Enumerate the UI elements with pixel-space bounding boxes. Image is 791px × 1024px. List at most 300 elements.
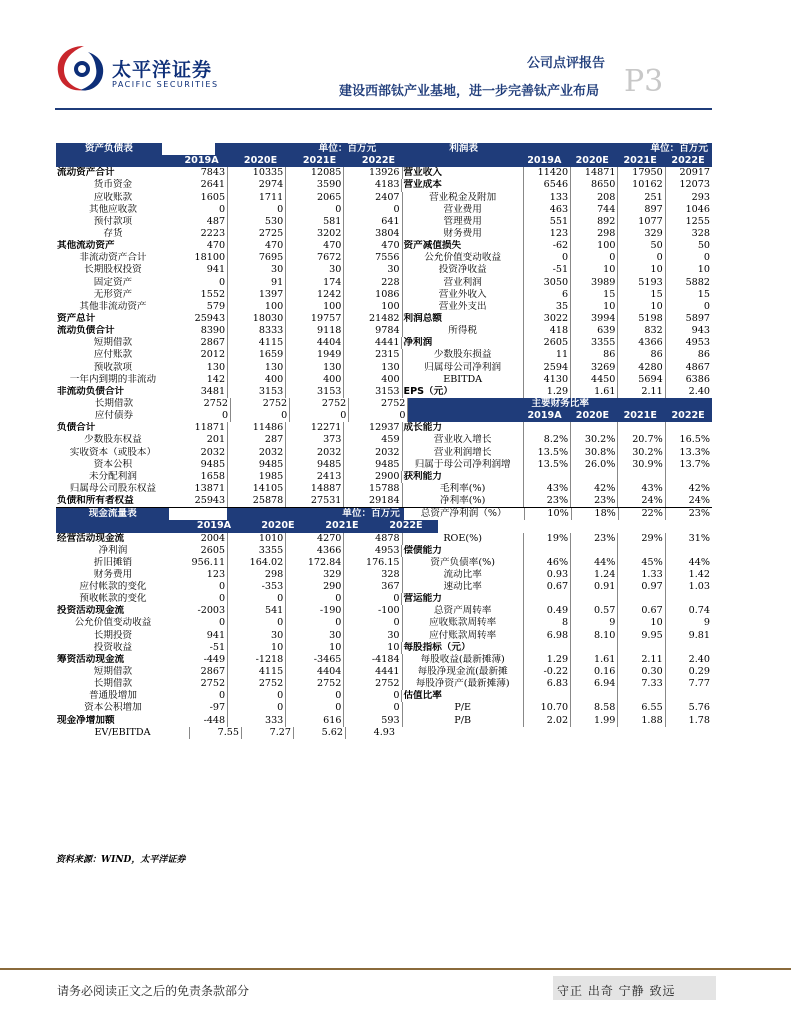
value-cell: 4115 xyxy=(228,337,286,349)
year-header: 2021E xyxy=(290,155,349,167)
value-cell: 2.40 xyxy=(665,386,712,398)
value-cell: 14887 xyxy=(286,483,344,495)
value-cell: 6.55 xyxy=(617,702,664,714)
value-cell: 7.33 xyxy=(617,678,664,690)
value-cell: 0 xyxy=(344,593,402,605)
value-cell: 25878 xyxy=(228,495,286,507)
row-label: 归属母公司股东权益 xyxy=(69,482,157,494)
value-cell: 551 xyxy=(523,216,570,228)
table-row xyxy=(56,642,712,654)
value-cell: 4130 xyxy=(523,374,570,386)
value-cell: 6.94 xyxy=(570,678,617,690)
row-label: EV/EBITDA xyxy=(94,726,151,738)
value-cell: 892 xyxy=(570,216,617,228)
value-cell: 42% xyxy=(570,483,617,495)
table-row xyxy=(56,422,712,434)
value-cell: 13.7% xyxy=(665,459,712,471)
table-row xyxy=(56,507,712,520)
value-cell: 2752 xyxy=(170,678,228,690)
value-cell: 581 xyxy=(286,216,344,228)
row-label: 应收账款 xyxy=(93,191,133,203)
value-cell: 42% xyxy=(665,483,712,495)
value-cell: 832 xyxy=(617,325,664,337)
value-cell: 11420 xyxy=(523,167,570,179)
table-title: 现金流量表 xyxy=(56,508,169,520)
value-cell xyxy=(523,471,570,483)
value-cell: 329 xyxy=(286,569,344,581)
value-cell: 7.27 xyxy=(241,727,293,739)
value-cell: 0 xyxy=(344,690,402,702)
value-cell: 10 xyxy=(570,301,617,313)
value-cell: 2752 xyxy=(228,678,286,690)
year-header: 2021E xyxy=(616,155,664,167)
row-label: 估值比率 xyxy=(403,690,442,702)
value-cell: 26.0% xyxy=(570,459,617,471)
value-cell: 9784 xyxy=(344,325,402,337)
value-cell: 19757 xyxy=(286,313,344,325)
row-label: EPS（元） xyxy=(403,385,453,397)
value-cell xyxy=(617,690,664,702)
table-row xyxy=(56,192,712,204)
value-cell: 9485 xyxy=(170,459,228,471)
row-label: 毛利率(%) xyxy=(439,482,486,494)
value-cell: 29184 xyxy=(344,495,402,507)
value-cell: 43% xyxy=(523,483,570,495)
row-label: 应付账款周转率 xyxy=(429,629,497,641)
value-cell: 130 xyxy=(170,362,228,374)
value-cell: 2752 xyxy=(286,678,344,690)
row-label: 净利润 xyxy=(403,337,433,349)
row-label: 营业利润 xyxy=(443,276,482,288)
value-cell: 10162 xyxy=(617,179,664,191)
value-cell: 1949 xyxy=(286,349,344,361)
value-cell: 10.70 xyxy=(523,702,570,714)
value-cell: 44% xyxy=(665,557,712,569)
value-cell xyxy=(523,545,570,557)
year-header-row xyxy=(56,155,712,167)
year-header: 2019A xyxy=(182,520,246,532)
value-cell: 10 xyxy=(617,264,664,276)
value-cell xyxy=(570,471,617,483)
value-cell: 10% xyxy=(524,508,571,520)
value-cell: 0 xyxy=(228,617,286,629)
value-cell: -3465 xyxy=(286,654,344,666)
value-cell: 10 xyxy=(617,301,664,313)
value-cell: 228 xyxy=(344,277,402,289)
value-cell xyxy=(665,642,712,654)
value-cell: 14105 xyxy=(228,483,286,495)
row-label: 获利能力 xyxy=(403,470,442,482)
footer-disclaimer: 请务必阅读正文之后的免责条款部分 xyxy=(57,984,250,998)
header-divider xyxy=(55,108,712,110)
page-number: P3 xyxy=(624,64,664,99)
row-label: 流动资产合计 xyxy=(57,167,115,179)
value-cell: 2223 xyxy=(170,228,228,240)
value-cell: 12937 xyxy=(344,422,402,434)
table-row xyxy=(56,630,712,642)
value-cell xyxy=(570,690,617,702)
value-cell: 15 xyxy=(665,289,712,301)
table-row xyxy=(56,252,712,264)
value-cell: 5882 xyxy=(665,277,712,289)
header-spacer xyxy=(169,508,227,520)
value-cell: 9.81 xyxy=(665,630,712,642)
table-row xyxy=(56,204,712,216)
value-cell: 0 xyxy=(344,204,402,216)
value-cell: 6 xyxy=(523,289,570,301)
value-cell: 293 xyxy=(665,192,712,204)
value-cell: 1.29 xyxy=(523,386,570,398)
value-cell: 1077 xyxy=(617,216,664,228)
value-cell: 579 xyxy=(170,301,228,313)
table-row xyxy=(56,581,712,593)
value-cell: 8.58 xyxy=(570,702,617,714)
table-row xyxy=(56,337,712,349)
value-cell: 0 xyxy=(170,204,228,216)
value-cell: -2003 xyxy=(170,605,228,617)
value-cell: 3153 xyxy=(228,386,286,398)
value-cell: 941 xyxy=(170,264,228,276)
value-cell: 2004 xyxy=(170,533,228,545)
value-cell: 333 xyxy=(228,715,286,727)
report-title: 建设西部钛产业基地，进一步完善钛产业布局 xyxy=(339,84,600,99)
value-cell: 24% xyxy=(665,495,712,507)
value-cell xyxy=(617,642,664,654)
value-cell: 0 xyxy=(344,702,402,714)
row-label: 一年内到期的非流动 xyxy=(69,373,157,385)
row-label: 非流动负债合计 xyxy=(57,385,125,397)
value-cell: 0 xyxy=(170,617,228,629)
value-cell xyxy=(523,690,570,702)
row-label: 资产减值损失 xyxy=(403,240,462,252)
value-cell: 46% xyxy=(523,557,570,569)
row-label: 预付款项 xyxy=(93,215,133,227)
value-cell: 130 xyxy=(228,362,286,374)
value-cell xyxy=(523,422,570,434)
row-label: 营业税金及附加 xyxy=(429,191,497,203)
value-cell xyxy=(523,642,570,654)
table-row xyxy=(56,362,712,374)
value-cell: 2407 xyxy=(344,192,402,204)
value-cell: 0 xyxy=(349,410,408,422)
row-label: 应付债券 xyxy=(94,410,134,422)
value-cell: 18030 xyxy=(228,313,286,325)
row-label: 营运能力 xyxy=(403,593,442,605)
value-cell: 541 xyxy=(228,605,286,617)
value-cell: 1659 xyxy=(228,349,286,361)
value-cell: 9118 xyxy=(286,325,344,337)
value-cell: -353 xyxy=(228,581,286,593)
table-row xyxy=(56,143,712,155)
value-cell: 5198 xyxy=(617,313,664,325)
financial-tables xyxy=(56,143,712,739)
table-row xyxy=(56,569,712,581)
value-cell: 0 xyxy=(286,690,344,702)
value-cell: 5.76 xyxy=(665,702,712,714)
table-row xyxy=(56,483,712,495)
value-cell: 30.2% xyxy=(617,447,664,459)
table-row xyxy=(56,264,712,276)
row-label: 其他应收款 xyxy=(88,203,137,215)
value-cell: 3022 xyxy=(523,313,570,325)
value-cell: 0.57 xyxy=(570,605,617,617)
value-cell: 0 xyxy=(523,252,570,264)
table-row xyxy=(56,167,712,179)
value-cell: 2065 xyxy=(286,192,344,204)
value-cell xyxy=(665,593,712,605)
value-cell: 7695 xyxy=(228,252,286,264)
row-label: 归属于母公司净利润增 xyxy=(414,458,511,470)
value-cell: 956.11 xyxy=(170,557,228,569)
value-cell: 943 xyxy=(665,325,712,337)
value-cell: 251 xyxy=(617,192,664,204)
row-label: 负债和所有者权益 xyxy=(57,495,134,507)
value-cell: 11486 xyxy=(228,422,286,434)
value-cell: 418 xyxy=(523,325,570,337)
value-cell: 2594 xyxy=(523,362,570,374)
value-cell: 9 xyxy=(665,617,712,629)
year-header: 2021E xyxy=(616,410,664,422)
value-cell: 2.11 xyxy=(617,654,664,666)
year-header: 2019A xyxy=(172,155,231,167)
value-cell: 2413 xyxy=(286,471,344,483)
value-cell: 30 xyxy=(286,630,344,642)
value-cell: 400 xyxy=(344,374,402,386)
row-label: 营业收入增长 xyxy=(433,434,492,446)
value-cell: 0 xyxy=(228,702,286,714)
value-cell: 17950 xyxy=(617,167,664,179)
value-cell: 2752 xyxy=(344,678,402,690)
row-label: 营业外收入 xyxy=(438,288,487,300)
value-cell xyxy=(570,545,617,557)
value-cell: 4280 xyxy=(617,362,664,374)
value-cell: 4953 xyxy=(344,545,402,557)
row-label: 无形资产 xyxy=(93,288,133,300)
value-cell: 8.2% xyxy=(523,434,570,446)
value-cell: 0 xyxy=(570,252,617,264)
row-label: 每股指标（元） xyxy=(403,641,471,653)
value-cell: 12073 xyxy=(665,179,712,191)
value-cell: 298 xyxy=(570,228,617,240)
value-cell: 0 xyxy=(231,410,290,422)
row-label: 短期借款 xyxy=(93,337,133,349)
value-cell: 2752 xyxy=(290,398,349,410)
value-cell: 7672 xyxy=(286,252,344,264)
row-label: 公允价值变动收益 xyxy=(74,617,152,629)
value-cell: 25943 xyxy=(170,313,228,325)
row-label: 成长能力 xyxy=(403,422,442,434)
value-cell: 5694 xyxy=(617,374,664,386)
unit-label: 单位：百万元 xyxy=(227,508,404,520)
value-cell: 44% xyxy=(570,557,617,569)
value-cell: 0.97 xyxy=(617,581,664,593)
value-cell: 13871 xyxy=(170,483,228,495)
value-cell: 6.98 xyxy=(523,630,570,642)
value-cell: 4.93 xyxy=(345,727,397,739)
value-cell: 20.7% xyxy=(617,434,664,446)
value-cell: 4450 xyxy=(570,374,617,386)
row-label: 总资产净利润（%） xyxy=(420,508,507,520)
value-cell: 0 xyxy=(228,204,286,216)
value-cell: 1658 xyxy=(170,471,228,483)
value-cell: 3994 xyxy=(570,313,617,325)
value-cell: 86 xyxy=(617,349,664,361)
value-cell: 10335 xyxy=(228,167,286,179)
value-cell: 14871 xyxy=(570,167,617,179)
report-type: 公司点评报告 xyxy=(527,56,606,71)
value-cell: 530 xyxy=(228,216,286,228)
table-row xyxy=(56,593,712,605)
value-cell: 16.5% xyxy=(665,434,712,446)
value-cell: 4878 xyxy=(344,533,402,545)
value-cell: 328 xyxy=(344,569,402,581)
value-cell: 2725 xyxy=(228,228,286,240)
row-label: 折旧摊销 xyxy=(93,556,133,568)
row-label: 负债合计 xyxy=(57,422,96,434)
value-cell: 23% xyxy=(570,495,617,507)
value-cell: 10 xyxy=(286,642,344,654)
value-cell: 91 xyxy=(228,277,286,289)
value-cell: 639 xyxy=(570,325,617,337)
row-label: 货币资金 xyxy=(93,179,133,191)
table-row xyxy=(56,727,712,739)
value-cell: 3989 xyxy=(570,277,617,289)
value-cell: 13.3% xyxy=(665,447,712,459)
value-cell: 10 xyxy=(570,264,617,276)
row-label: 速动比率 xyxy=(443,581,482,593)
table-row xyxy=(56,617,712,629)
value-cell: 18% xyxy=(571,508,618,520)
value-cell: 0 xyxy=(290,410,349,422)
value-cell: 45% xyxy=(617,557,664,569)
value-cell: 2900 xyxy=(344,471,402,483)
value-cell: 1.61 xyxy=(570,654,617,666)
row-label: 长期投资 xyxy=(93,629,133,641)
table-title: 资产负债表 xyxy=(56,143,162,155)
value-cell: 4441 xyxy=(344,337,402,349)
year-header: 2020E xyxy=(569,410,617,422)
value-cell: 7843 xyxy=(170,167,228,179)
row-label: 财务费用 xyxy=(93,568,133,580)
row-label: ROE(%) xyxy=(443,532,483,544)
table-row xyxy=(56,605,712,617)
row-label: P/E xyxy=(454,702,472,714)
value-cell: 11871 xyxy=(170,422,228,434)
value-cell: 100 xyxy=(286,301,344,313)
logo-english-name: PACIFIC SECURITIES xyxy=(112,80,219,89)
row-label: EBITDA xyxy=(443,373,483,385)
value-cell: 23% xyxy=(570,533,617,545)
value-cell: 0.91 xyxy=(570,581,617,593)
value-cell: 30 xyxy=(228,264,286,276)
row-label: 应付帐款的变化 xyxy=(79,581,147,593)
value-cell: 2752 xyxy=(349,398,408,410)
value-cell: 130 xyxy=(344,362,402,374)
row-label: 资本公积 xyxy=(93,458,133,470)
table-row xyxy=(56,702,712,714)
row-label: 长期借款 xyxy=(93,678,133,690)
value-cell: 593 xyxy=(344,715,402,727)
value-cell: 4270 xyxy=(286,533,344,545)
value-cell: 10 xyxy=(665,264,712,276)
value-cell: 31% xyxy=(665,533,712,545)
year-header: 2022E xyxy=(374,520,438,532)
value-cell: 298 xyxy=(228,569,286,581)
value-cell: 2752 xyxy=(172,398,231,410)
value-cell: 0 xyxy=(170,593,228,605)
value-cell: 1.24 xyxy=(570,569,617,581)
value-cell: 30 xyxy=(228,630,286,642)
row-label: 总资产周转率 xyxy=(433,605,492,617)
value-cell: 2605 xyxy=(170,545,228,557)
value-cell: 9 xyxy=(570,617,617,629)
value-cell: 100 xyxy=(344,301,402,313)
value-cell: 1046 xyxy=(665,204,712,216)
value-cell: 3269 xyxy=(570,362,617,374)
value-cell: 8 xyxy=(523,617,570,629)
source-note: 资料来源：WIND，太平洋证券 xyxy=(56,855,186,865)
value-cell: 1.99 xyxy=(570,715,617,727)
value-cell: 2641 xyxy=(170,179,228,191)
header-spacer xyxy=(56,155,172,167)
value-cell: 3355 xyxy=(228,545,286,557)
value-cell: 8333 xyxy=(228,325,286,337)
row-label: 营业外支出 xyxy=(438,300,487,312)
value-cell: 2605 xyxy=(523,337,570,349)
value-cell: 0 xyxy=(228,593,286,605)
value-cell xyxy=(523,593,570,605)
value-cell: 4366 xyxy=(286,545,344,557)
row-label: 偿债能力 xyxy=(403,544,442,556)
table-row xyxy=(56,533,712,545)
value-cell: 5193 xyxy=(617,277,664,289)
row-label: 每股收益(最新摊薄) xyxy=(420,653,505,665)
logo-chinese-name: 太平洋证券 xyxy=(112,59,213,81)
value-cell: 27531 xyxy=(286,495,344,507)
value-cell: 4867 xyxy=(665,362,712,374)
value-cell: -1218 xyxy=(228,654,286,666)
year-header: 2022E xyxy=(349,155,408,167)
row-label: 营业利润增长 xyxy=(433,446,492,458)
value-cell: 1.29 xyxy=(523,654,570,666)
year-header: 2019A xyxy=(521,410,569,422)
row-label: 财务费用 xyxy=(443,227,482,239)
value-cell: 30 xyxy=(344,630,402,642)
value-cell: 130 xyxy=(286,362,344,374)
value-cell: 164.02 xyxy=(228,557,286,569)
value-cell: 0 xyxy=(172,410,231,422)
value-cell: 290 xyxy=(286,581,344,593)
value-cell: 328 xyxy=(665,228,712,240)
value-cell xyxy=(665,690,712,702)
value-cell: 1.03 xyxy=(665,581,712,593)
value-cell: 7.55 xyxy=(189,727,241,739)
value-cell: 10 xyxy=(228,642,286,654)
value-cell: 2867 xyxy=(170,337,228,349)
value-cell: 0 xyxy=(344,617,402,629)
value-cell: 13.5% xyxy=(523,459,570,471)
row-label: 管理费用 xyxy=(443,215,482,227)
row-label: 流动比率 xyxy=(443,568,482,580)
value-cell: 4404 xyxy=(286,666,344,678)
value-cell: -449 xyxy=(170,654,228,666)
value-cell: 20917 xyxy=(665,167,712,179)
row-label: 其他流动资产 xyxy=(57,240,115,252)
value-cell: 172.84 xyxy=(286,557,344,569)
value-cell: 0.67 xyxy=(617,605,664,617)
value-cell: 0 xyxy=(286,204,344,216)
table-row xyxy=(56,398,712,410)
